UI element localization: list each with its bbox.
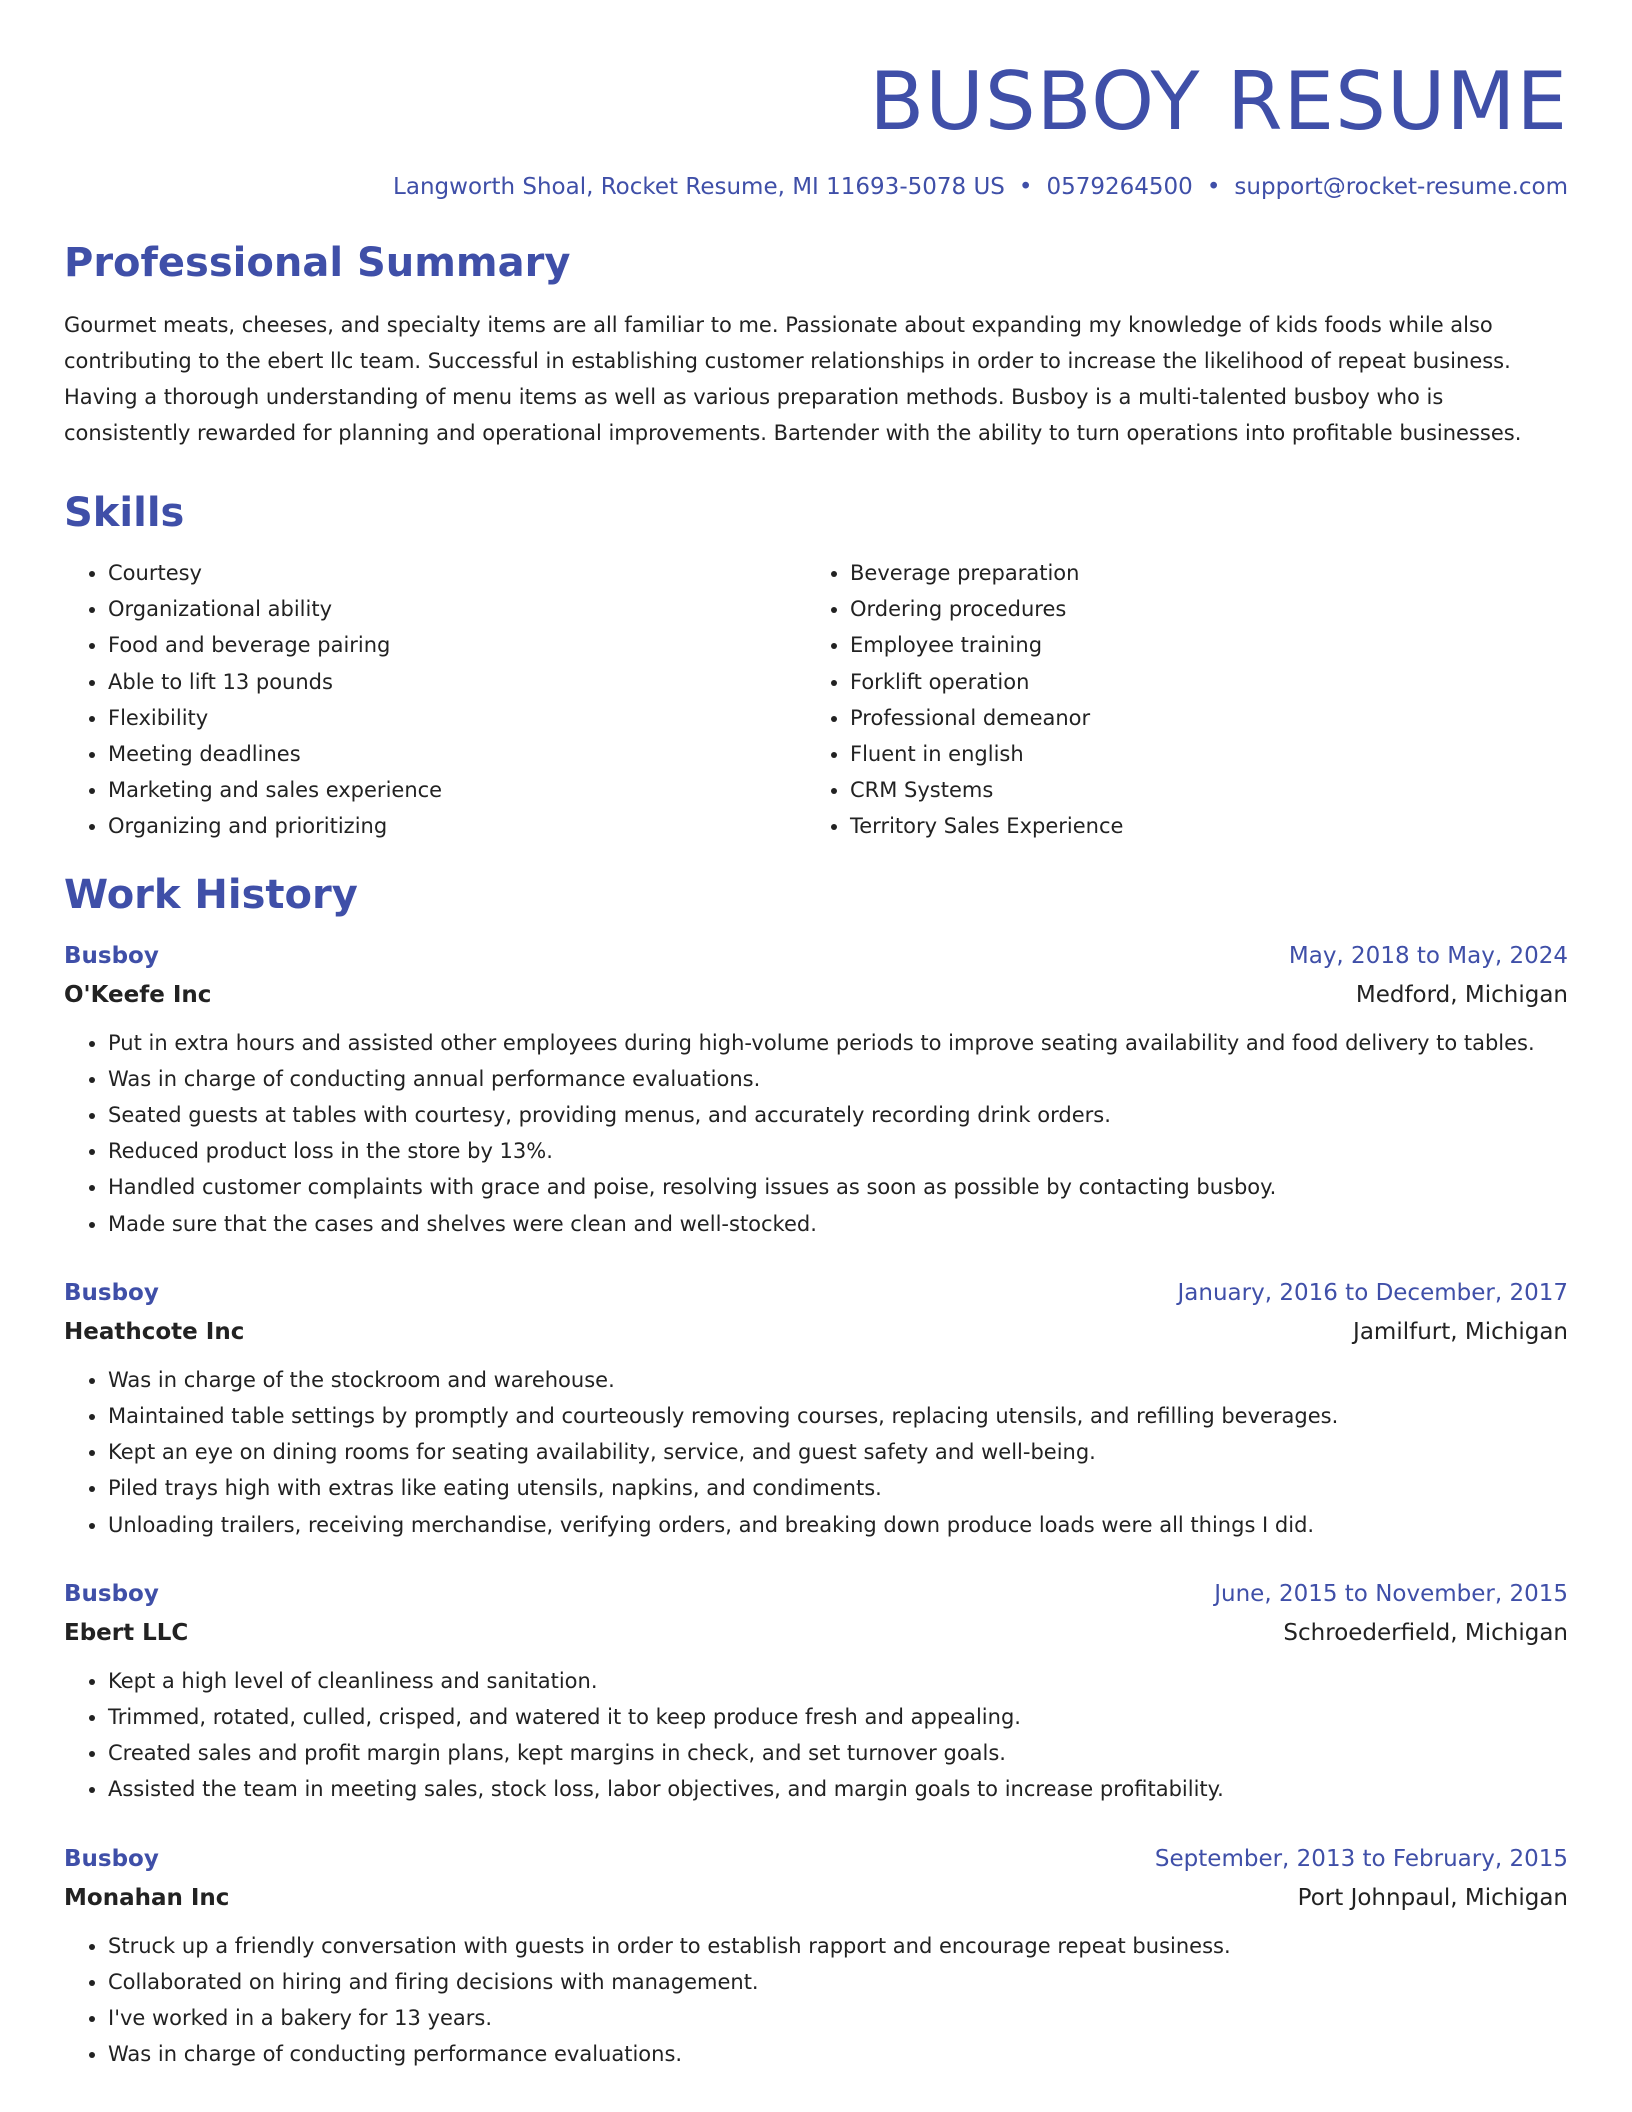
skill-item: • CRM Systems	[850, 772, 1548, 808]
job-duty: • Handled customer complaints with grace and poise, resolving issues as soon as possible by contacting busboy.	[108, 1169, 1568, 1205]
job-subheader	[64, 981, 1568, 1008]
job-duty: • Kept an eye on dining rooms for seating availability, service, and guest safety and well-being.	[108, 1434, 1568, 1470]
job-duty: • Seated guests at tables with courtesy, providing menus, and accurately recording drink orders.	[108, 1097, 1568, 1133]
job-duties-list	[64, 1928, 1568, 2073]
job-location: Schroederfield, Michigan	[1283, 1619, 1568, 1646]
skills-heading: Skills	[64, 490, 185, 536]
contact-phone: 0579264500	[1046, 174, 1193, 200]
job-duties-list	[64, 1362, 1568, 1543]
skill-item: • Able to lift 13 pounds	[108, 664, 806, 700]
skills-list-right	[806, 555, 1548, 845]
skills-columns	[64, 555, 1568, 845]
job-dates: June, 2015 to November, 2015	[1214, 1580, 1568, 1607]
job-duty: • Put in extra hours and assisted other employees during high-volume periods to improve seating availability and food delivery to tables.	[108, 1025, 1568, 1061]
contact-separator: •	[1018, 174, 1033, 200]
skill-item: • Courtesy	[108, 555, 806, 591]
job-subheader	[64, 1884, 1568, 1911]
contact-line	[64, 176, 1568, 199]
job-header	[64, 1279, 1568, 1306]
job-company: O'Keefe Inc	[64, 981, 212, 1008]
job-duties-list	[64, 1663, 1568, 1808]
job-duty: • Was in charge of conducting annual performance evaluations.	[108, 1061, 1568, 1097]
skill-item: • Ordering procedures	[850, 591, 1548, 627]
job-duty: • Struck up a friendly conversation with guests in order to establish rapport and encourage repeat business.	[108, 1928, 1568, 1964]
job-duty: • Reduced product loss in the store by 13%.	[108, 1133, 1568, 1169]
job-location: Medford, Michigan	[1355, 981, 1568, 1008]
job-duty: • Kept a high level of cleanliness and sanitation.	[108, 1663, 1568, 1699]
job-subheader	[64, 1619, 1568, 1646]
job-company: Monahan Inc	[64, 1884, 230, 1911]
job-duty: • Made sure that the cases and shelves were clean and well-stocked.	[108, 1206, 1568, 1242]
job-dates: January, 2016 to December, 2017	[1177, 1279, 1568, 1306]
job-role: Busboy	[64, 1845, 159, 1872]
contact-separator: •	[1206, 174, 1221, 200]
skill-item: • Food and beverage pairing	[108, 627, 806, 663]
job-entry	[64, 942, 1568, 1242]
skill-item: • Employee training	[850, 627, 1548, 663]
skill-item: • Marketing and sales experience	[108, 772, 806, 808]
skill-item: • Organizational ability	[108, 591, 806, 627]
job-role: Busboy	[64, 1580, 159, 1607]
summary-heading: Professional Summary	[64, 240, 571, 286]
job-duty: • I've worked in a bakery for 13 years.	[108, 2000, 1568, 2036]
summary-paragraph: Gourmet meats, cheeses, and specialty items are all familiar to me. Passionate about expanding my knowledge of kids foods while also contributing to the ebert llc team. Successful in establishing customer relationships in order to increase the likelihood of repeat business. Having a thorough understanding of menu items as well as various preparation methods. Busboy is a multi-talented busboy who is consistently rewarded for planning and operational improvements. Bartender with the ability to turn operations into profitable businesses.	[64, 313, 1522, 445]
job-location: Jamilfurt, Michigan	[1353, 1318, 1568, 1345]
job-duty: • Collaborated on hiring and firing decisions with management.	[108, 1964, 1568, 2000]
skill-item: • Forklift operation	[850, 664, 1548, 700]
job-duty: • Trimmed, rotated, culled, crisped, and watered it to keep produce fresh and appealing.	[108, 1699, 1568, 1735]
job-dates: May, 2018 to May, 2024	[1288, 942, 1568, 969]
skill-item: • Territory Sales Experience	[850, 808, 1548, 844]
skill-item: • Beverage preparation	[850, 555, 1548, 591]
job-entry	[64, 1580, 1568, 1808]
skill-item: • Flexibility	[108, 700, 806, 736]
job-header	[64, 942, 1568, 969]
job-company: Heathcote Inc	[64, 1318, 245, 1345]
job-duty: • Was in charge of the stockroom and warehouse.	[108, 1362, 1568, 1398]
skill-item: • Professional demeanor	[850, 700, 1548, 736]
job-duty: • Assisted the team in meeting sales, stock loss, labor objectives, and margin goals to increase profitability.	[108, 1771, 1568, 1807]
job-dates: September, 2013 to February, 2015	[1154, 1845, 1568, 1872]
job-duties-list	[64, 1025, 1568, 1242]
contact-address: Langworth Shoal, Rocket Resume, MI 11693-5078 US	[393, 174, 1005, 200]
skill-item: • Organizing and prioritizing	[108, 808, 806, 844]
job-entry	[64, 1845, 1568, 2073]
skill-item: • Meeting deadlines	[108, 736, 806, 772]
skill-item: • Fluent in english	[850, 736, 1548, 772]
job-role: Busboy	[64, 942, 159, 969]
job-header	[64, 1580, 1568, 1607]
job-company: Ebert LLC	[64, 1619, 189, 1646]
contact-email: support@rocket-resume.com	[1234, 174, 1568, 200]
job-duty: • Created sales and profit margin plans, kept margins in check, and set turnover goals.	[108, 1735, 1568, 1771]
job-subheader	[64, 1318, 1568, 1345]
job-duty: • Piled trays high with extras like eating utensils, napkins, and condiments.	[108, 1470, 1568, 1506]
resume-page	[64, 0, 1568, 2072]
job-duty: • Was in charge of conducting performance evaluations.	[108, 2036, 1568, 2072]
resume-name: BUSBOY RESUME	[869, 55, 1568, 148]
job-role: Busboy	[64, 1279, 159, 1306]
work-history-heading: Work History	[64, 871, 358, 918]
job-entry	[64, 1279, 1568, 1543]
skills-list-left	[64, 555, 806, 845]
job-duty: • Maintained table settings by promptly and courteously removing courses, replacing utensils, and refilling beverages.	[108, 1398, 1568, 1434]
job-header	[64, 1845, 1568, 1872]
job-location: Port Johnpaul, Michigan	[1297, 1884, 1568, 1911]
job-duty: • Unloading trailers, receiving merchandise, verifying orders, and breaking down produce loads were all things I did.	[108, 1507, 1568, 1543]
